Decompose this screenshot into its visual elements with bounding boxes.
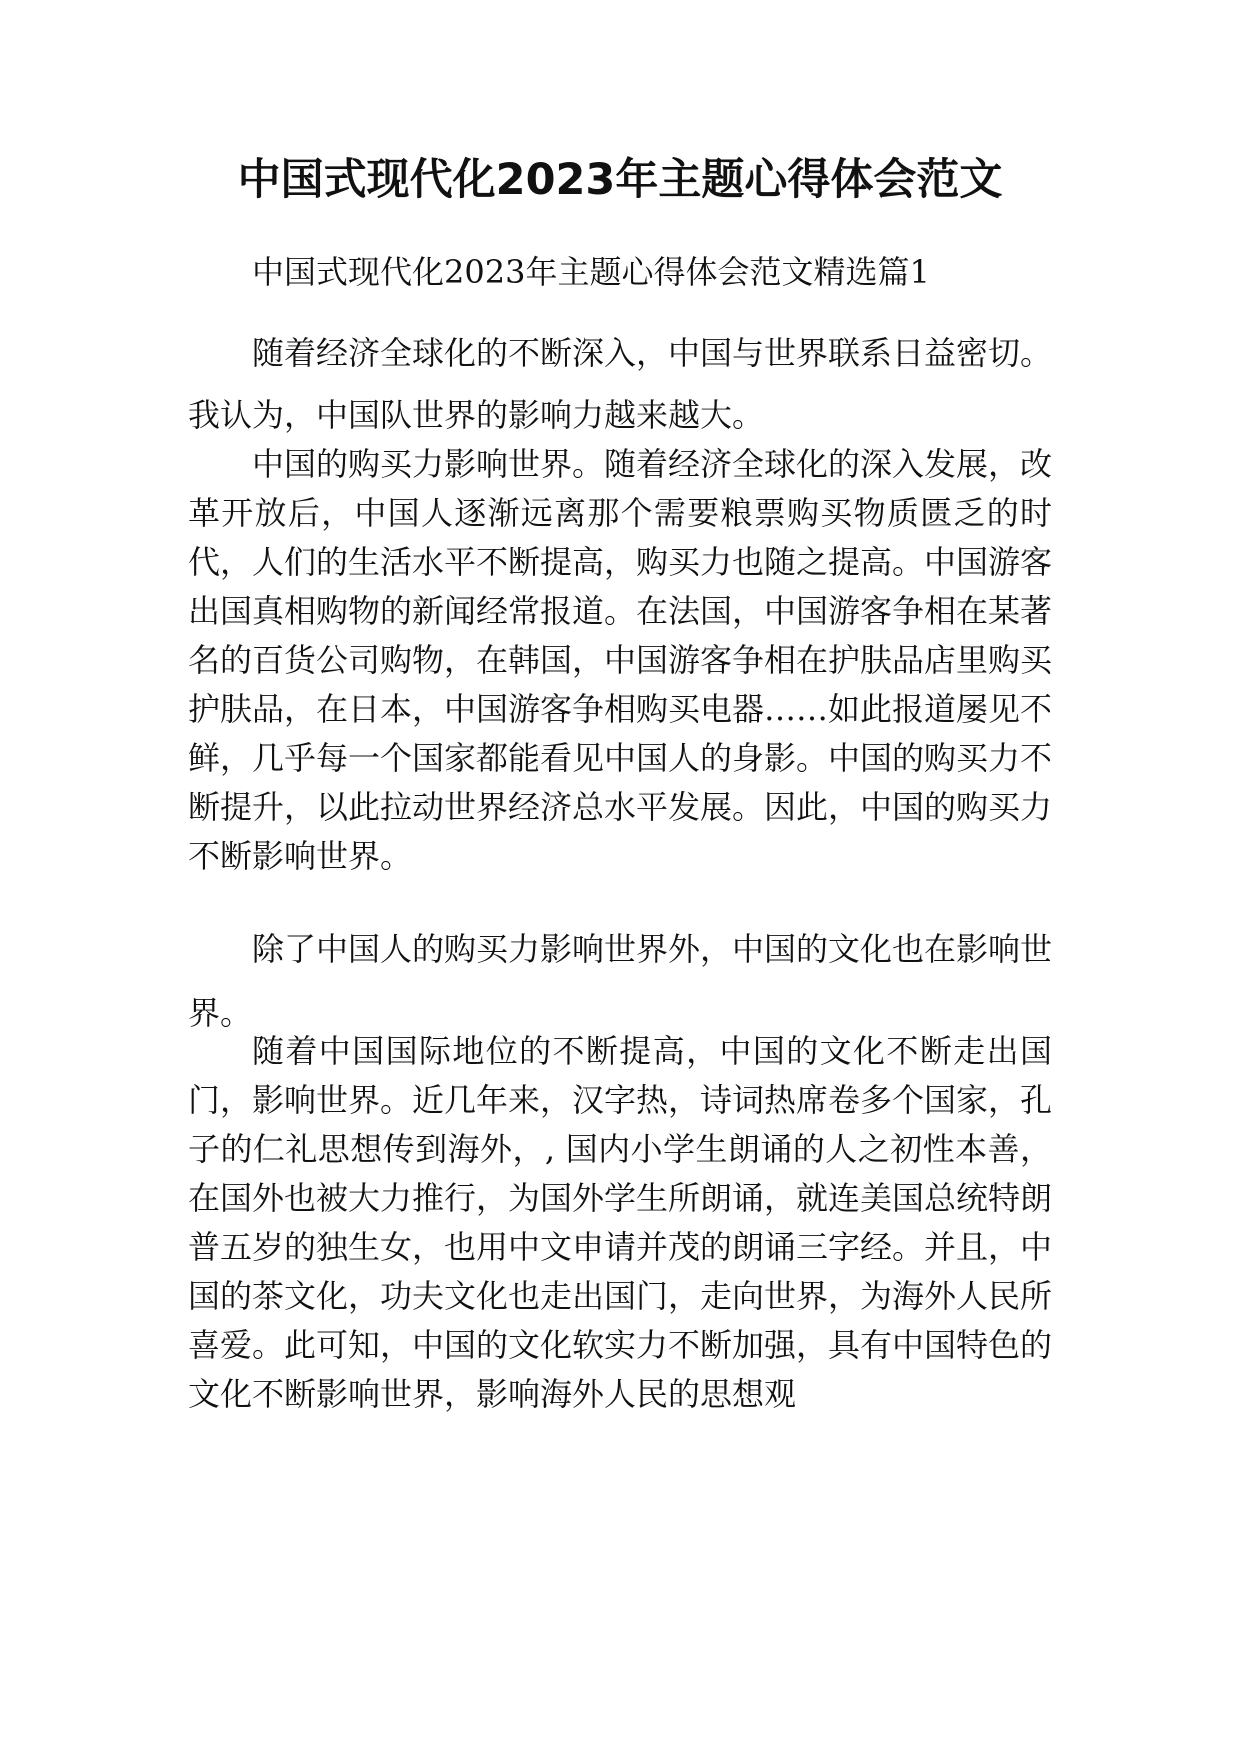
document-title: 中国式现代化2023年主题心得体会范文 xyxy=(237,155,1003,205)
paragraph: 随着经济全球化的不断深入，中国与世界联系日益密切。我认为，中国队世界的影响力越来越大。 xyxy=(188,334,1053,434)
section-heading: 中国式现代化2023年主题心得体会范文精选篇1 xyxy=(252,253,930,291)
paragraph: 除了中国人的购买力影响世界外，中国的文化也在影响世界。 xyxy=(188,930,1053,1032)
paragraph: 随着中国国际地位的不断提高，中国的文化不断走出国门，影响世界。近几年来，汉字热，诗词热席卷多个国家，孔子的仁礼思想传到海外，, 国内小学生朗诵的人之初性本善，在国外也被大力推行，为国外学生所朗诵，就连美国总统特朗普五岁的独生女，也用中文申请并茂的朗诵三字经。并且，中国的茶文化，功夫文化也走出国门，走向世界，为海外人民所喜爱。此可知，中国的文化软实力不断加强，具有中国特色的文化不断影响世界，影响海外人民的思想观 xyxy=(188,1032,1053,1413)
paragraph: 中国的购买力影响世界。随着经济全球化的深入发展，改革开放后，中国人逐渐远离那个需要粮票购买物质匮乏的时代，人们的生活水平不断提高，购买力也随之提高。中国游客出国真相购物的新闻经常报道。在法国，中国游客争相在某著名的百货公司购物，在韩国，中国游客争相在护肤品店里购买护肤品，在日本，中国游客争相购买电器……如此报道屡见不鲜，几乎每一个国家都能看见中国人的身影。中国的购买力不断提升，以此拉动世界经济总水平发展。因此，中国的购买力不断影响世界。 xyxy=(188,445,1053,875)
